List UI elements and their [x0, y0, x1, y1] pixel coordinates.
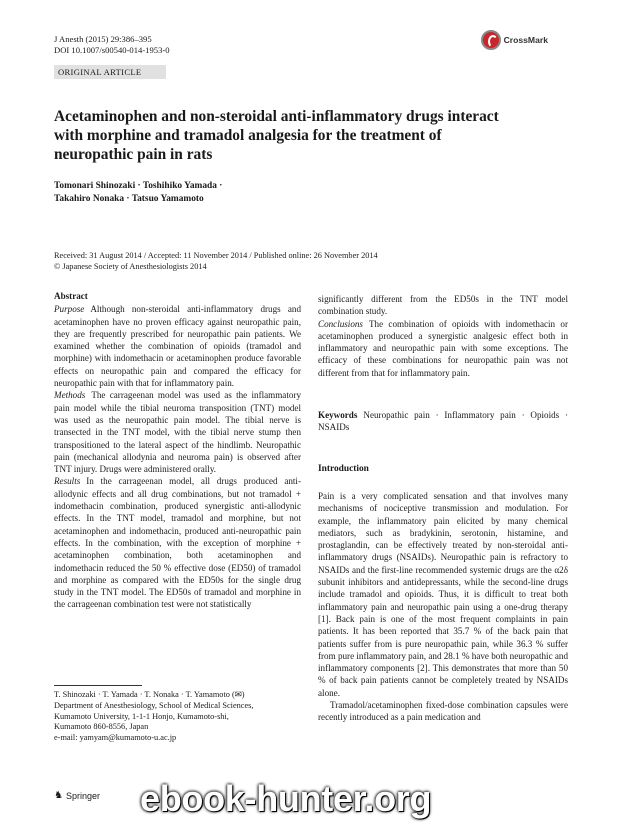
footnote-divider [54, 685, 142, 686]
abstract-purpose [54, 303, 301, 389]
author-list [54, 180, 414, 206]
abstract-conclusions [318, 318, 568, 379]
contact-email[interactable]: e-mail: yamyam@kumamoto-u.ac.jp [54, 733, 177, 743]
purpose-label: Purpose [54, 304, 85, 315]
article-type-label: ORIGINAL ARTICLE [54, 65, 166, 79]
abstract-results [54, 475, 301, 610]
results-continued: significantly different from the ED50s in the TNT model combination study. [318, 294, 568, 317]
affiliation-authors: T. Shinozaki · T. Yamada · T. Nonaka · T. Yamamoto (✉) [54, 690, 245, 699]
author-line: Tomonari Shinozaki · Toshihiko Yamada · [54, 181, 223, 191]
paper-title: Acetaminophen and non-steroidal anti-inflammatory drugs interact with morphine and tramadol analgesia for the treatment of neuropathic pain in rats [54, 108, 499, 163]
journal-header [54, 34, 170, 56]
affiliation-block [54, 690, 301, 744]
results-text: In the carrageenan model, all drugs produced anti-allodynic effects and all drug combinations, but not tramadol + indomethacin combination, produced synergistic anti-allodynic effects. In the TNT model, tramadol and morphine, but not acetaminophen and indomethacin, produced anti-neuropathic pain effects. In the combination, with the exception of morphine + acetaminophen combination, both acetaminophen and indomethacin reduced the 50 % effective dose (ED50) of tramadol and morphine as compared with the ED50s for the single drug study in the TNT model. The ED50s of tramadol and morphine in the carrageenan combination test were not statistically [54, 476, 301, 610]
right-column-abstract [318, 293, 568, 379]
methods-text: The carrageenan model was used as the inflammatory pain model while the tibial neuroma transposition (TNT) model was used as the neuropathic pain model. The tibial nerve is transected in the TNT model, with the tibial nerve stump then transpositioned to the lateral aspect of the hindlimb. Neuropathic pain (mechanical allodynia and neuroma pain) is observed after TNT injury. Drugs were administered orally. [54, 390, 301, 475]
history-line: Received: 31 August 2014 / Accepted: 11 November 2014 / Published online: 26 November 2014 [54, 251, 378, 260]
copyright-line: © Japanese Society of Anesthesiologists 2014 [54, 262, 207, 271]
affiliation-line: Department of Anesthesiology, School of Medical Sciences, [54, 700, 254, 710]
conclusions-text: The combination of opioids with indomethacin or acetaminophen produced a synergistic analgesic effect both in inflammatory and neuropathic pain with some exceptions. The efficacy of these combinations for neuropathic pain was not different from that for inflammatory pain. [318, 318, 568, 378]
springer-horse-icon: ♞ [54, 790, 63, 801]
watermark-text: ebook-hunter.org [140, 778, 432, 819]
introduction-body [318, 490, 568, 724]
methods-label: Methods [54, 390, 86, 401]
conclusions-label: Conclusions [318, 318, 363, 329]
keywords-text: Neuropathic pain · Inflammatory pain · Opioids · NSAIDs [318, 410, 568, 433]
left-column [54, 290, 301, 611]
publication-dates [54, 250, 574, 272]
abstract-methods [54, 389, 301, 475]
publisher-name: Springer [65, 790, 100, 801]
purpose-text: Although non-steroidal anti-inflammatory drugs and acetaminophen have no proven efficacy against neuropathic pain, they are frequently prescribed for neuropathic pain patients. We examined whether the combination of opioids (tramadol and morphine) with indomethacin or acetaminophen produce favorable effects on neuropathic pain and compared the efficacy for neuropathic pain with that for inflammatory pain. [54, 304, 301, 389]
intro-paragraph: Pain is a very complicated sensation and that involves many mechanisms of nociceptive transmission and modulation. For example, the inflammatory pain elicited by many chemical mediators, such as bradykinin, serotonin, histamine, and prostaglandin, can be effectively treated by non-steroidal anti-inflammatory drugs (NSAIDs). Neuropathic pain is refractory to NSAIDs and the first-line recommended systemic drugs are the α2δ subunit inhibitors and antidepressants, while the second-line drugs include tramadol and opioids. Thus, it is difficult to treat both inflammatory pain and neuropathic pain using a one-drug therapy [1]. Back pain is one of the most frequent complaints in pain patients. It has been reported that 35.7 % of the back pain that patients suffer from is pure neuropathic pain, while 36.3 % suffer from pure inflammatory pain, and 28.1 % have both neuropathic and inflammatory components [2]. This demonstrates that more than 50 % of back pain patients cannot be completely treated by NSAIDs alone. [318, 491, 569, 698]
crossmark-badge[interactable] [481, 30, 548, 50]
affiliation-line: Kumamoto University, 1-1-1 Honjo, Kumamoto-shi, [54, 711, 229, 721]
introduction-heading: Introduction [318, 464, 369, 474]
keywords-block [318, 409, 568, 434]
crossmark-icon [481, 30, 501, 50]
author-line: Takahiro Nonaka · Tatsuo Yamamoto [54, 194, 204, 204]
results-label: Results [54, 476, 81, 487]
affiliation-line: Kumamoto 860-8556, Japan [54, 722, 149, 732]
abstract-heading: Abstract [54, 291, 88, 301]
crossmark-label: CrossMark [503, 35, 548, 45]
doi: DOI 10.1007/s00540-014-1953-0 [54, 45, 170, 55]
publisher-footer [54, 790, 100, 801]
journal-citation: J Anesth (2015) 29:386–395 [54, 34, 152, 44]
keywords-label: Keywords [318, 410, 358, 420]
intro-paragraph: Tramadol/acetaminophen fixed-dose combination capsules were recently introduced as a pain medication and [318, 700, 568, 723]
